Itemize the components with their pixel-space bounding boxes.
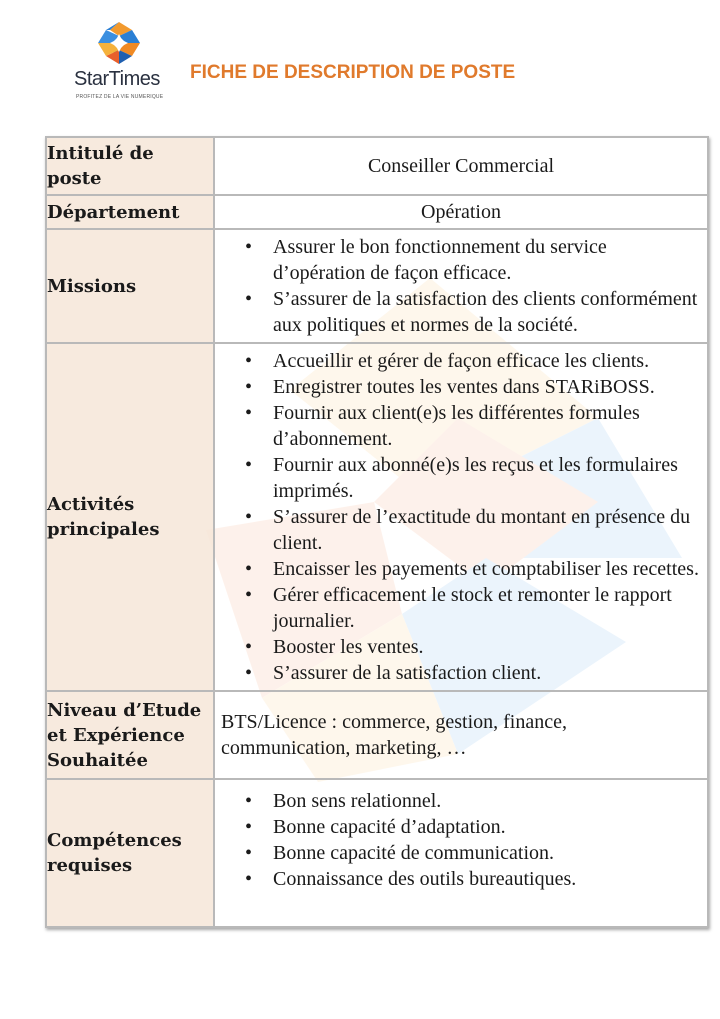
row-departement [46,195,708,229]
label-departement: Département [46,195,214,229]
row-missions [46,229,708,343]
list-item: • Gérer efficacement le stock et remonter le rapport journalier. [243,582,699,634]
label-niveau: Niveau d’Etude et Expérience Souhaitée [46,691,214,779]
niveau-text: BTS/Licence : commerce, gestion, finance, communication, marketing, … [221,711,567,759]
value-missions [214,229,708,343]
activites-list [215,344,707,690]
logo-wordmark: StarTimes [74,68,160,90]
value-activites [214,343,708,691]
list-item: • Connaissance des outils bureautiques. [243,866,699,892]
list-item: • S’assurer de l’exactitude du montant en présence du client. [243,504,699,556]
missions-list [215,230,707,342]
list-item: • Fournir aux abonné(e)s les reçus et les formulaires imprimés. [243,452,699,504]
page-title: FICHE DE DESCRIPTION DE POSTE [190,62,516,83]
list-item: • Enregistrer toutes les ventes dans STARiBOSS. [243,374,699,400]
label-competences: Compétences requises [46,779,214,927]
row-activites [46,343,708,691]
label-activites: Activités principales [46,343,214,691]
list-item: • Fournir aux client(e)s les différentes formules d’abonnement. [243,400,699,452]
value-niveau [214,691,708,779]
startimes-logo [68,18,168,106]
list-item: • S’assurer de la satisfaction client. [243,660,699,686]
list-item: • Bon sens relationnel. [243,788,699,814]
startimes-star-icon [96,20,142,66]
job-description-table [45,136,709,928]
list-item: • Bonne capacité de communication. [243,840,699,866]
value-intitule: Conseiller Commercial [214,137,708,195]
logo-tagline: PROFITEZ DE LA VIE NUMERIQUE [76,94,164,100]
value-departement: Opération [214,195,708,229]
list-item: • Encaisser les payements et comptabiliser les recettes. [243,556,699,582]
list-item: • Accueillir et gérer de façon efficace les clients. [243,348,699,374]
list-item: • Assurer le bon fonctionnement du service d’opération de façon efficace. [243,234,699,286]
label-intitule: Intitulé de poste [46,137,214,195]
row-niveau [46,691,708,779]
competences-list [215,780,707,896]
list-item: • S’assurer de la satisfaction des clients conformément aux politiques et normes de la société. [243,286,699,338]
value-competences [214,779,708,927]
label-missions: Missions [46,229,214,343]
list-item: • Bonne capacité d’adaptation. [243,814,699,840]
row-competences [46,779,708,927]
row-intitule [46,137,708,195]
list-item: • Booster les ventes. [243,634,699,660]
